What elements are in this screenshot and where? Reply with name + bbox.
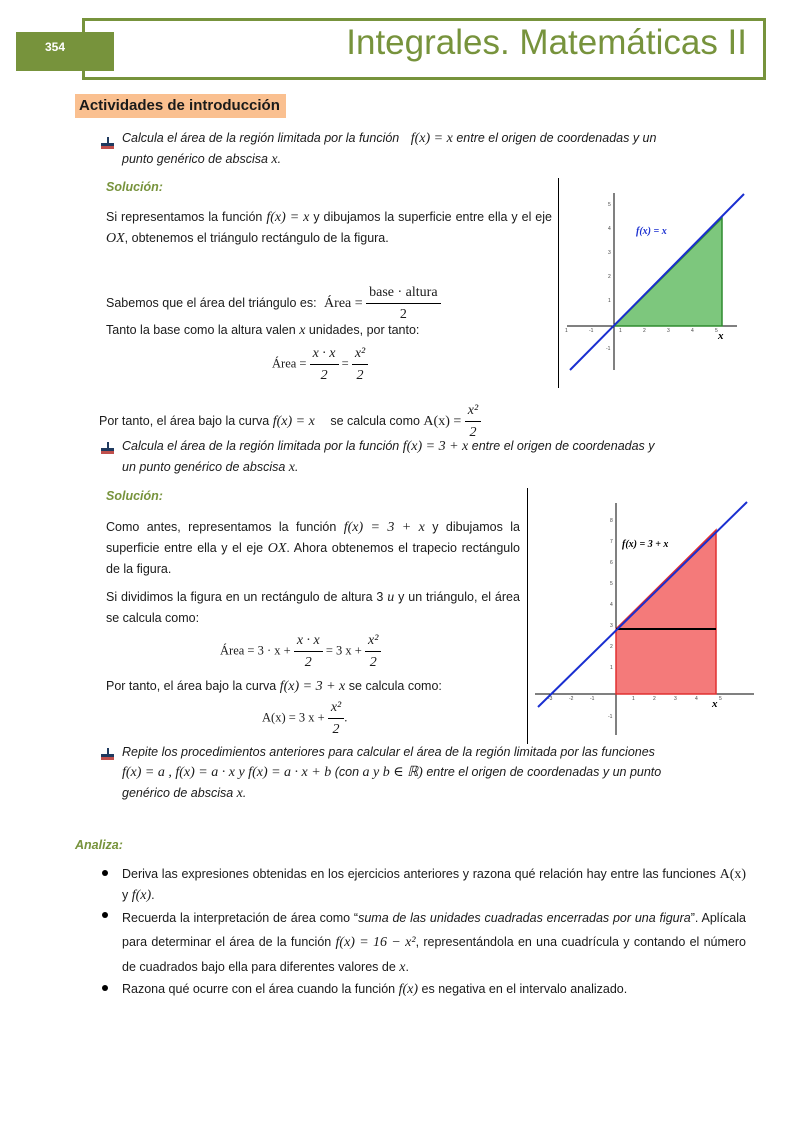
solution-label: Solución:	[106, 180, 163, 194]
page-title: Integrales. Matemáticas II	[346, 23, 747, 62]
svg-text:3: 3	[608, 250, 611, 256]
page-number: 354	[44, 40, 66, 54]
svg-text:4: 4	[610, 602, 613, 608]
svg-text:1: 1	[619, 328, 622, 334]
section-title: Actividades de introducción	[75, 94, 286, 118]
svg-text:8: 8	[610, 518, 613, 524]
svg-text:5: 5	[715, 328, 718, 334]
exercise-3-text: Repite los procedimientos anteriores para calcular el área de la región limitada por las funciones f(x) = a , f(x) = a · x y f(x) = a · x + b (con a y b ∈ ℝ) entre el origen de coordenadas y un punto genérico de abscisa x.	[122, 745, 662, 801]
svg-text:2: 2	[643, 328, 646, 334]
graph-1-axis-label: x	[718, 330, 724, 342]
analiza-item-2: Recuerda la interpretación de área como “suma de las unidades cuadradas encerradas por una figura”. Aplícala para determinar el área de la función f(x) = 16 − x², representándola en una cuadrícula y contando el número de cuadrados bajo ella para diferentes valores de x.	[122, 911, 746, 975]
svg-text:5: 5	[608, 202, 611, 208]
svg-text:-1: -1	[589, 328, 594, 334]
svg-text:2: 2	[608, 274, 611, 280]
svg-text:6: 6	[610, 560, 613, 566]
svg-text:4: 4	[608, 226, 611, 232]
solution-label: Solución:	[106, 489, 163, 503]
analiza-item-3: Razona qué ocurre con el área cuando la función f(x) es negativa en el intervalo analizado.	[122, 982, 628, 997]
graph-2-axis-label: x	[712, 698, 718, 710]
exercise-1-text: Calcula el área de la región limitada por la función f(x) = x entre el origen de coordenadas y un punto genérico de abscisa x.	[122, 131, 657, 167]
exercise-2-result: A(x) = 3 x + $\frac{\text{x²}}{2}$ .	[262, 697, 347, 740]
graph-1-label: f(x) = x	[636, 226, 667, 237]
analiza-item-1: Deriva las expresiones obtenidas en los ejercicios anteriores y razona qué relación hay entre las funciones A(x) y f(x).	[122, 867, 747, 903]
svg-text:1: 1	[610, 665, 613, 671]
svg-text:4: 4	[691, 328, 694, 334]
bullet-icon	[101, 442, 114, 455]
exercise-2-paragraph-2: Si dividimos la figura en un rectángulo de altura 3 u y un triángulo, el área se calcula como:	[106, 590, 520, 625]
svg-text:5: 5	[719, 696, 722, 702]
bullet-dot	[102, 912, 108, 918]
svg-text:1: 1	[632, 696, 635, 702]
exercise-2-conclusion: Por tanto, el área bajo la curva f(x) = 3 + x se calcula como:	[106, 679, 442, 694]
svg-text:3: 3	[667, 328, 670, 334]
svg-text:7: 7	[610, 539, 613, 545]
svg-text:5: 5	[610, 581, 613, 587]
svg-text:-1: -1	[608, 714, 613, 720]
bullet-icon	[101, 137, 114, 150]
divider-line	[527, 488, 528, 744]
exercise-1-paragraph-3: Tanto la base como la altura valen x unidades, por tanto:	[106, 323, 420, 338]
header-frame	[82, 18, 766, 80]
svg-text:2: 2	[610, 644, 613, 650]
svg-text:3: 3	[674, 696, 677, 702]
svg-text:1: 1	[608, 298, 611, 304]
graph-f-3-plus-x	[532, 495, 757, 740]
exercise-2-paragraph-1: Como antes, representamos la función f(x) = 3 + x y dibujamos la superficie entre ella y el eje OX. Ahora obtenemos el trapecio rectángulo de la figura.	[106, 520, 520, 576]
svg-text:3: 3	[610, 623, 613, 629]
svg-text:-3: -3	[548, 696, 553, 702]
svg-text:-1: -1	[606, 346, 611, 352]
svg-text:4: 4	[695, 696, 698, 702]
divider-line	[558, 178, 559, 388]
exercise-1-area-equation: Área = $\frac{x \cdot x}{2}$ = $\frac{\text{x²}}{2}$	[272, 343, 368, 386]
bullet-dot	[102, 870, 108, 876]
analiza-label: Analiza:	[75, 838, 123, 852]
svg-text:-1: -1	[590, 696, 595, 702]
svg-text:1: 1	[565, 328, 568, 334]
exercise-2-text: Calcula el área de la región limitada por la función f(x) = 3 + x entre el origen de coordenadas y un punto genérico de abscisa x.	[122, 439, 655, 475]
graph-f-x	[562, 188, 747, 373]
exercise-1-conclusion: Por tanto, el área bajo la curva f(x) = x se calcula como A(x) = $\frac{\text{x²}}{2}$	[99, 400, 481, 443]
svg-text:-2: -2	[569, 696, 574, 702]
bullet-icon	[101, 748, 114, 761]
svg-text:2: 2	[653, 696, 656, 702]
exercise-1-paragraph-1: Si representamos la función f(x) = x y dibujamos la superficie entre ella y el eje OX, obtenemos el triángulo rectángulo de la figura.	[106, 210, 552, 246]
bullet-dot	[102, 985, 108, 991]
exercise-1-paragraph-2: Sabemos que el área del triángulo es: Área = $\frac{\text{base · altura}}{2}$	[106, 282, 441, 325]
graph-2-label: f(x) = 3 + x	[622, 539, 669, 550]
exercise-2-area-equation: Área = 3 · x + $\frac{x \cdot x}{2}$ = 3 x + $\frac{\text{x²}}{2}$	[220, 630, 381, 673]
